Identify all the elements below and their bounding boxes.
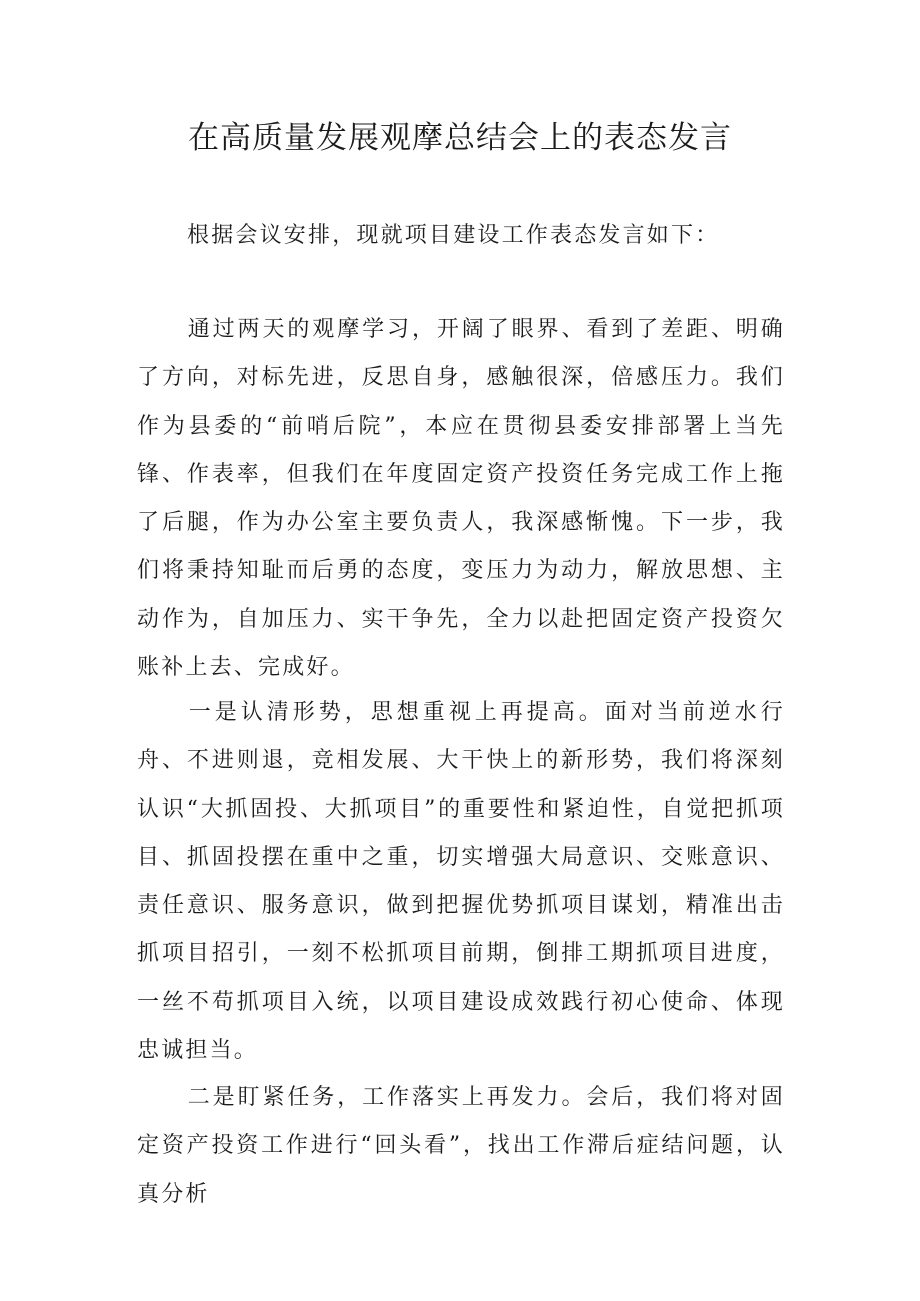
paragraph-reflection	[137, 306, 785, 692]
paragraph-point-two	[137, 1074, 785, 1219]
paragraph-text: 根据会议安排，现就项目建设工作表态发言如下：	[187, 223, 720, 248]
paragraph-text: 二是盯紧任务，工作落实上再发力。会后，我们将对固定资产投资工作进行“回头看”，找出工作滞后症结问题，认真分析	[137, 1085, 785, 1207]
document-title: 在高质量发展观摩总结会上的表态发言	[188, 120, 732, 156]
paragraph-point-one	[137, 689, 785, 1075]
paragraph-text: 一是认清形势，思想重视上再提高。面对当前逆水行舟、不进则退，竞相发展、大干快上的新形势，我们将深刻认识“大抓固投、大抓项目”的重要性和紧迫性，自觉把抓项目、抓固投摆在重中之重，切实增强大局意识、交账意识、责任意识、服务意识，做到把握优势抓项目谋划，精准出击抓项目招引，一刻不松抓项目前期，倒排工期抓项目进度，一丝不苟抓项目入统，以项目建设成效践行初心使命、体现忠诚担当。	[137, 700, 785, 1064]
paragraph-intro	[137, 212, 785, 260]
paragraph-text: 通过两天的观摩学习，开阔了眼界、看到了差距、明确了方向，对标先进，反思自身，感触很深，倍感压力。我们作为县委的“前哨后院”，本应在贯彻县委安排部署上当先锋、作表率，但我们在年度固定资产投资任务完成工作上拖了后腿，作为办公室主要负责人，我深感惭愧。下一步，我们将秉持知耻而后勇的态度，变压力为动力，解放思想、主动作为，自加压力、实干争先，全力以赴把固定资产投资欠账补上去、完成好。	[137, 317, 785, 681]
